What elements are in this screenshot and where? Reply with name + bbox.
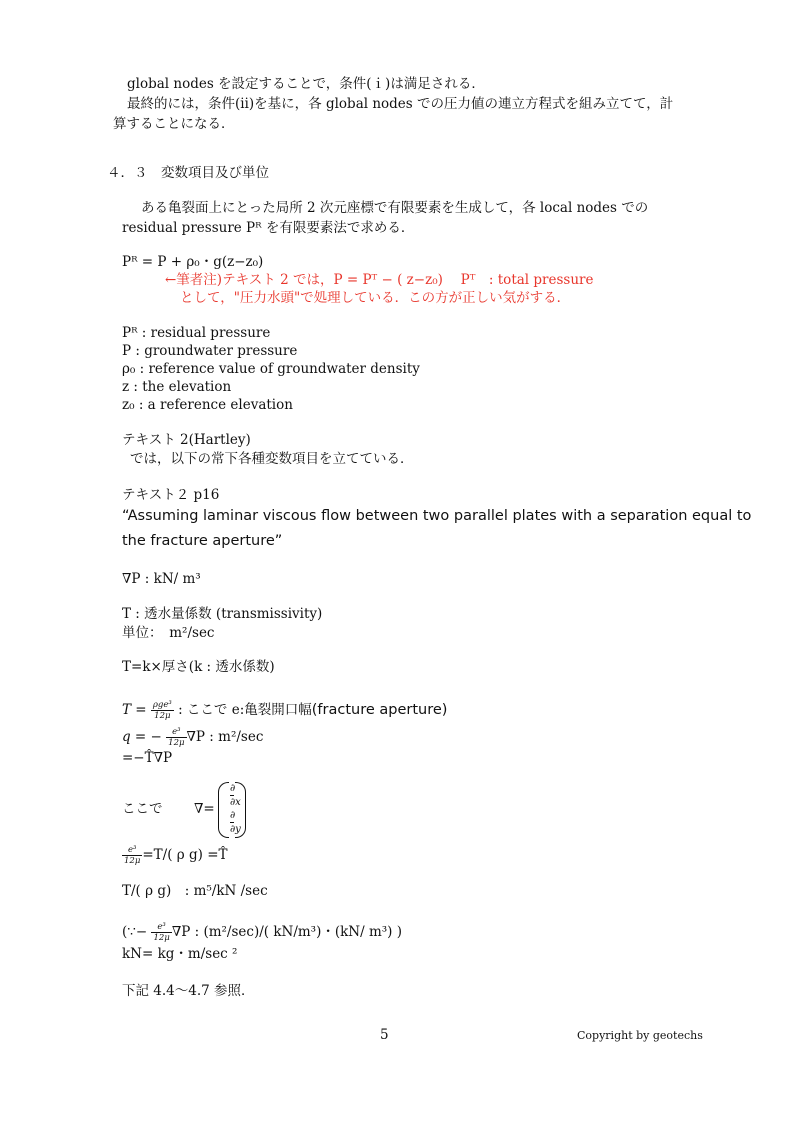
equation-transmissivity — [122, 700, 447, 721]
unit-line: T : 透水量係数 (transmissivity) — [122, 606, 323, 622]
eq-prefix: (∵− — [122, 924, 148, 940]
paragraph-line: residual pressure Pᴿ を有限要素法で求める． — [122, 220, 415, 236]
author-note-line: として，"圧力水頭"で処理している．この方が正しい気がする． — [180, 290, 571, 306]
equation-because — [122, 922, 402, 943]
definition-line: Pᴿ : residual pressure — [122, 325, 271, 341]
definition-line: z : the elevation — [122, 379, 232, 395]
copyright-text: Copyright by geotechs — [577, 1029, 703, 1042]
text-reference: テキスト 2(Hartley) — [122, 432, 251, 448]
eq-rest: ∇P : (m²/sec)/( kN/m³)・(kN/ m³) ) — [171, 924, 402, 940]
eq-lhs: q = − — [122, 729, 162, 745]
unit-line: 単位： m²/sec — [122, 625, 215, 641]
left-paren — [218, 782, 229, 838]
eq-lhs: T = — [122, 702, 147, 718]
eq-sans-text: (fracture aperture) — [311, 702, 448, 718]
text-reference: テキスト２ p16 — [122, 487, 220, 503]
fraction: $\frac{\text{e³}}{12\mu}$ — [124, 845, 141, 866]
unit-line: T=k×厚さ(k : 透水係数) — [122, 659, 275, 675]
unit-line: ∇P : kN/ m³ — [122, 571, 201, 587]
paragraph-line: ある亀裂面上にとった局所 2 次元座標で有限要素を生成して，各 local nodes での — [141, 200, 649, 216]
paragraph-line: では，以下の常下各種変数項目を立てている． — [130, 451, 414, 467]
equation-flow — [122, 727, 263, 748]
definition-line: ρ₀ : reference value of groundwater density — [122, 361, 420, 377]
quote-line: “Assuming laminar viscous flow between two parallel plates with a separation equal to — [122, 508, 752, 524]
eq-rest: : ここで e:亀裂開口幅 — [173, 702, 312, 718]
label-here: ここで — [122, 801, 163, 817]
equation-line: =−T̂∇P — [122, 750, 173, 766]
quote-line: the fracture aperture” — [122, 533, 283, 549]
page-number: 5 — [380, 1027, 389, 1043]
fraction: $\frac{\text{e³}}{12\mu}$ — [153, 922, 170, 943]
unit-line: kN= kg・m/sec ² — [122, 946, 238, 962]
paragraph-line: 算することになる． — [113, 116, 235, 132]
definition-line: z₀ : a reference elevation — [122, 397, 293, 413]
eq-rest: ∇P : m²/sec — [186, 729, 264, 745]
nabla-definition: ∇= — [194, 801, 215, 817]
unit-line: T/( ρ g) : m⁵/kN /sec — [122, 883, 268, 899]
eq-rest: =T/( ρ g) =T̂ — [142, 847, 228, 863]
definition-line: P : groundwater pressure — [122, 343, 298, 359]
reference-line: 下記 4.4〜4.7 参照． — [122, 983, 255, 999]
equation-residual-pressure: Pᴿ = P + ρ₀・g(z−z₀) — [122, 254, 264, 270]
vector-column: ∂ ∂x ∂ ∂y — [230, 783, 241, 835]
paragraph-line: global nodes を設定することで，条件(ｉ)は満足される． — [127, 76, 485, 92]
section-heading: ４．３ 変数項目及び単位 — [107, 165, 269, 181]
equation-normalized — [122, 845, 228, 866]
nabla-vector — [218, 782, 246, 838]
fraction: $\frac{\text{e³}}{12\mu}$ — [168, 727, 185, 748]
author-note-line: ←筆者注)テキスト 2 では，P = Pᵀ − ( z−z₀) Pᵀ : total pressure — [165, 272, 594, 288]
paragraph-line: 最終的には，条件(ⅱ)を基に，各 global nodes での圧力値の連立方程式を組み立てて，計 — [127, 96, 674, 112]
fraction: $\frac{\text{ρge³}}{12\mu}$ — [152, 700, 172, 721]
